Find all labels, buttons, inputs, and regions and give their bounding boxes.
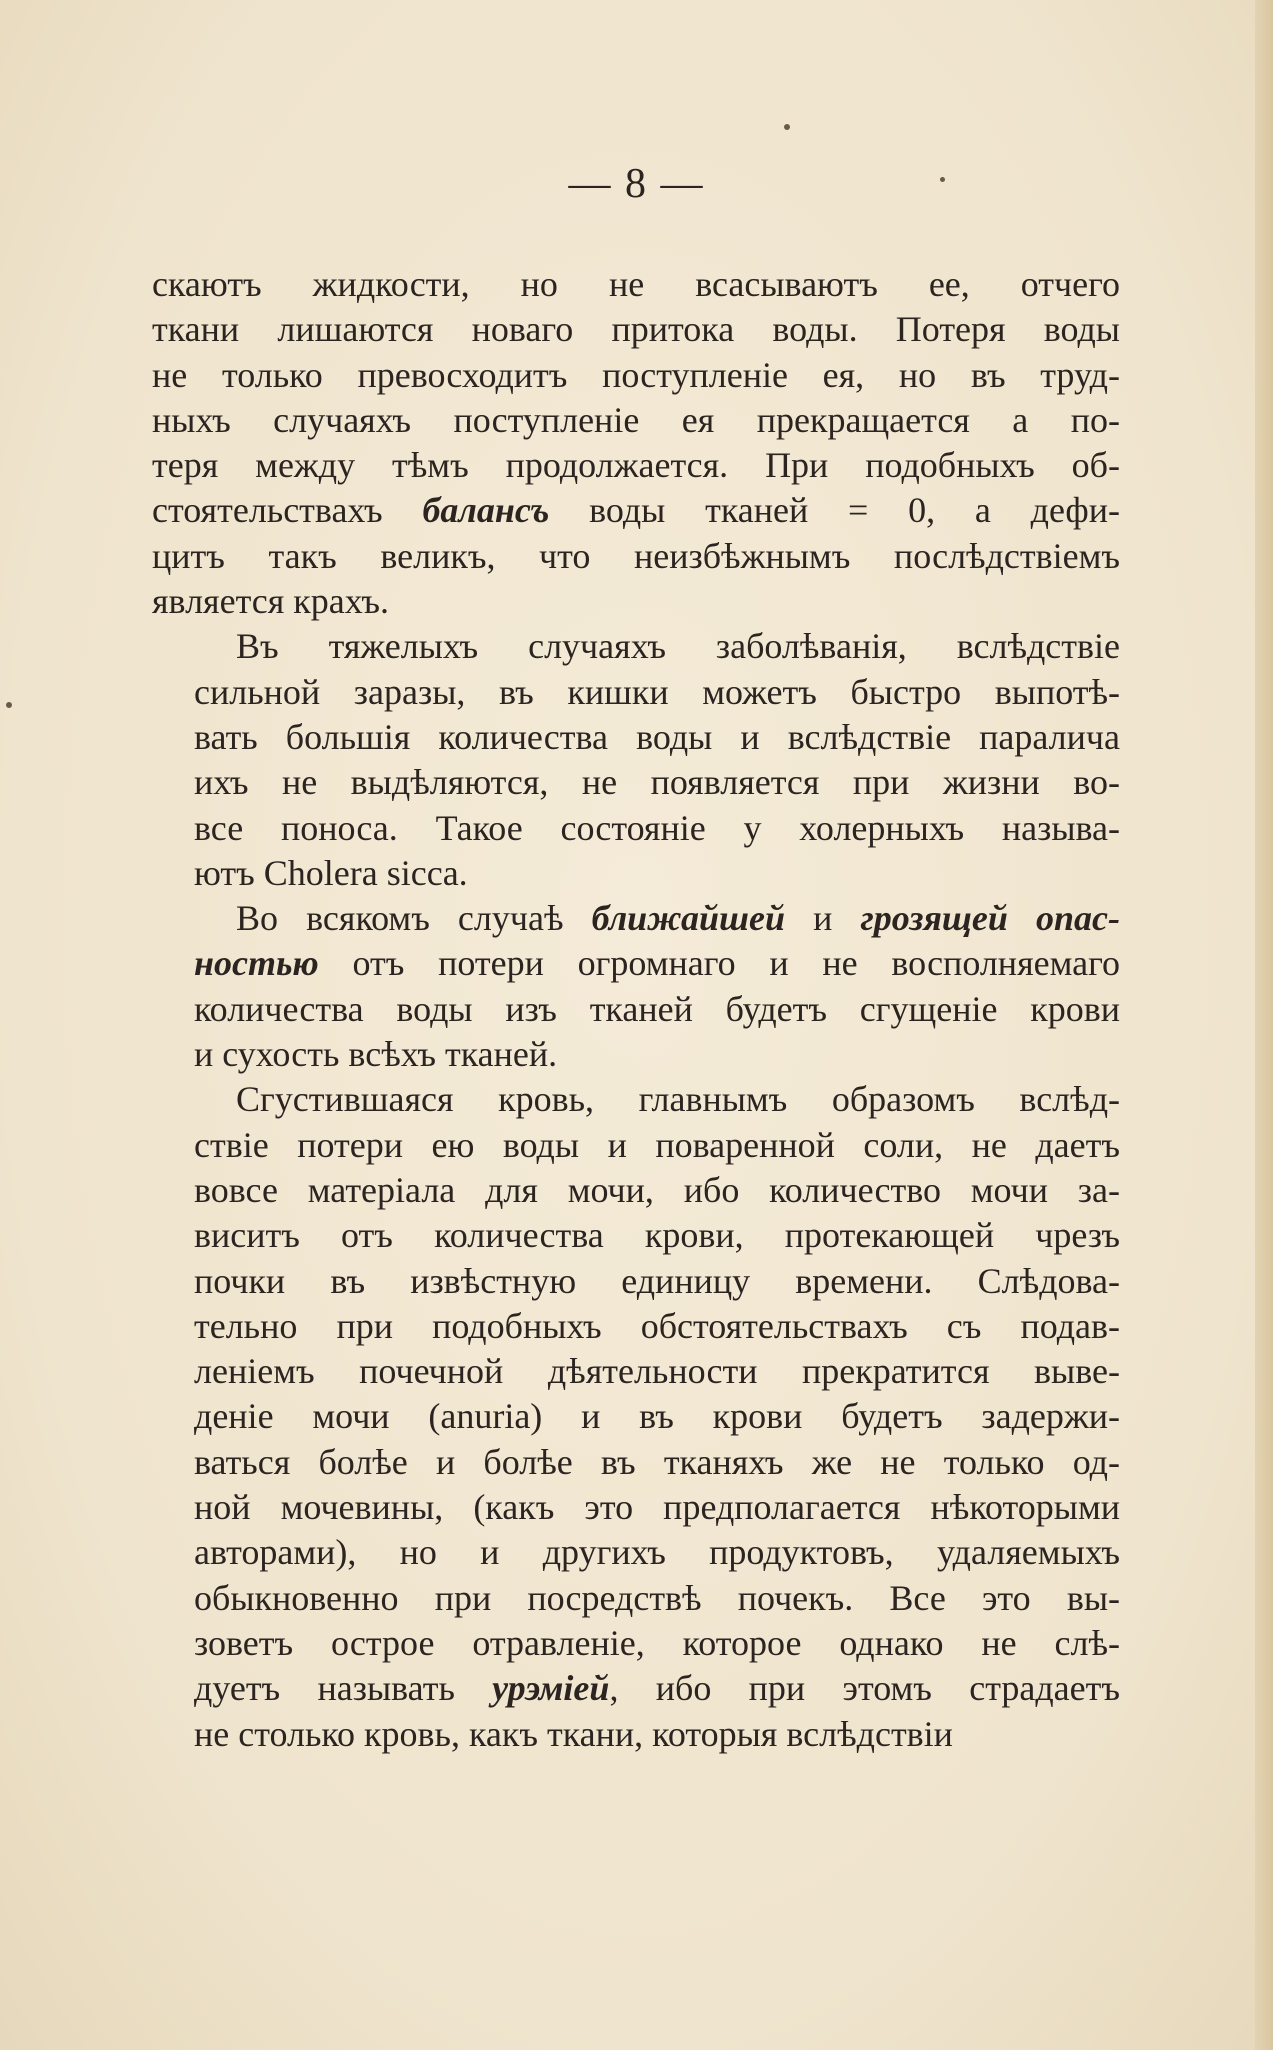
text-line [152, 1213, 1120, 1258]
text-run: ихъ не выдѣляются, не появляется при жизни во- [194, 762, 1120, 803]
text-line [152, 987, 1120, 1032]
text-line [152, 1259, 1120, 1304]
text-line [152, 896, 1120, 941]
text-line [152, 806, 1120, 851]
text-line [152, 1394, 1120, 1439]
text-run: зоветъ острое отравленіе, которое однако не слѣ- [194, 1622, 1120, 1663]
text-run: является крахъ. [152, 581, 390, 622]
paragraph [152, 1077, 1120, 1756]
text-line [152, 1077, 1120, 1122]
text-line [152, 715, 1120, 760]
text-run: ной мочевины, (какъ это предполагается нѣкоторыми [194, 1487, 1120, 1528]
text-run: ткани лишаются новаго притока воды. Потеря воды [152, 309, 1120, 350]
text-run: Въ тяжелыхъ случаяхъ заболѣванія, вслѣдствіе [236, 626, 1120, 667]
text-line [152, 1032, 1120, 1077]
text-run: цитъ такъ великъ, что неизбѣжнымъ послѣдствіемъ [152, 535, 1120, 576]
text-run: не только превосходитъ поступленіе ея, но въ труд- [152, 354, 1120, 395]
text-run: виситъ отъ количества крови, протекающей чрезъ [194, 1215, 1120, 1256]
text-run: авторами), но и другихъ продуктовъ, удаляемыхъ [194, 1532, 1120, 1573]
text-line [152, 579, 1120, 624]
text-line [152, 262, 1120, 307]
paragraph [152, 896, 1120, 1077]
text-line [152, 1485, 1120, 1530]
body-text [152, 262, 1120, 1757]
text-line [152, 1304, 1120, 1349]
emphasized-term: ближайшей [591, 898, 786, 939]
ink-speck [784, 124, 790, 130]
text-line [152, 1440, 1120, 1485]
text-line [152, 307, 1120, 352]
text-line [152, 1666, 1120, 1711]
text-run: дуетъ называть [194, 1668, 493, 1709]
text-line [152, 851, 1120, 896]
paragraph [152, 624, 1120, 896]
text-line [152, 1576, 1120, 1621]
text-run: , ибо при этомъ страдаетъ [609, 1668, 1120, 1709]
text-run: теря между тѣмъ продолжается. При подобныхъ об- [152, 445, 1120, 486]
text-run: вовсе матеріала для мочи, ибо количество мочи за- [194, 1169, 1120, 1210]
emphasized-term: грозящей опас- [860, 898, 1120, 939]
emphasized-term: урэміей [492, 1668, 610, 1709]
text-line [152, 1621, 1120, 1666]
text-run: Во всякомъ случаѣ [236, 898, 592, 939]
paragraph [152, 262, 1120, 624]
text-line [152, 488, 1120, 533]
text-run: не столько кровь, какъ ткани, которыя вслѣдствіи [194, 1713, 953, 1754]
text-line [152, 1712, 1120, 1757]
text-run: ютъ Cholera sicca. [194, 852, 468, 893]
text-run: скаютъ жидкости, но не всасываютъ ее, отчего [152, 264, 1120, 304]
emphasized-term: ностью [194, 943, 319, 984]
text-line [152, 534, 1120, 579]
text-run: ныхъ случаяхъ поступленіе ея прекращается а по- [152, 399, 1120, 440]
text-line [152, 353, 1120, 398]
text-run: и сухость всѣхъ тканей. [194, 1034, 558, 1075]
text-line [152, 398, 1120, 443]
text-run: ствіе потери ею воды и поваренной соли, не даетъ [194, 1124, 1120, 1165]
text-run: воды тканей = 0, а дефи- [549, 490, 1120, 531]
text-line [152, 1168, 1120, 1213]
text-run: деніе мочи (anuria) и въ крови будетъ задержи- [194, 1396, 1120, 1437]
text-line [152, 1349, 1120, 1394]
text-line [152, 1530, 1120, 1575]
text-run: количества воды изъ тканей будетъ сгущеніе крови [194, 988, 1120, 1029]
text-line [152, 443, 1120, 488]
page-edge-shadow [1255, 0, 1273, 2050]
text-line [152, 1123, 1120, 1168]
text-run: вать большія количества воды и вслѣдствіе паралича [194, 716, 1120, 757]
text-run: леніемъ почечной дѣятельности прекратится выве- [194, 1351, 1120, 1392]
text-run: обыкновенно при посредствѣ почекъ. Все это вы- [194, 1577, 1120, 1618]
text-run: Сгустившаяся кровь, главнымъ образомъ вслѣд- [236, 1079, 1120, 1120]
ink-speck [6, 702, 12, 708]
emphasized-term: балансъ [422, 490, 550, 531]
text-run: почки въ извѣстную единицу времени. Слѣдова- [194, 1260, 1120, 1301]
text-run: отъ потери огромнаго и не восполняемаго [318, 943, 1120, 984]
page-number: — 8 — [568, 161, 705, 207]
text-line [152, 941, 1120, 986]
text-line [152, 624, 1120, 669]
text-run: все поноса. Такое состояніе у холерныхъ называ- [194, 807, 1120, 848]
text-line [152, 760, 1120, 805]
text-line [152, 670, 1120, 715]
text-run: и [785, 898, 861, 939]
text-run: ваться болѣе и болѣе въ тканяхъ же не только од- [194, 1441, 1120, 1482]
text-run: тельно при подобныхъ обстоятельствахъ съ подав- [194, 1305, 1120, 1346]
text-run: стоятельствахъ [152, 490, 423, 531]
text-run: сильной заразы, въ кишки можетъ быстро выпотѣ- [194, 671, 1120, 712]
